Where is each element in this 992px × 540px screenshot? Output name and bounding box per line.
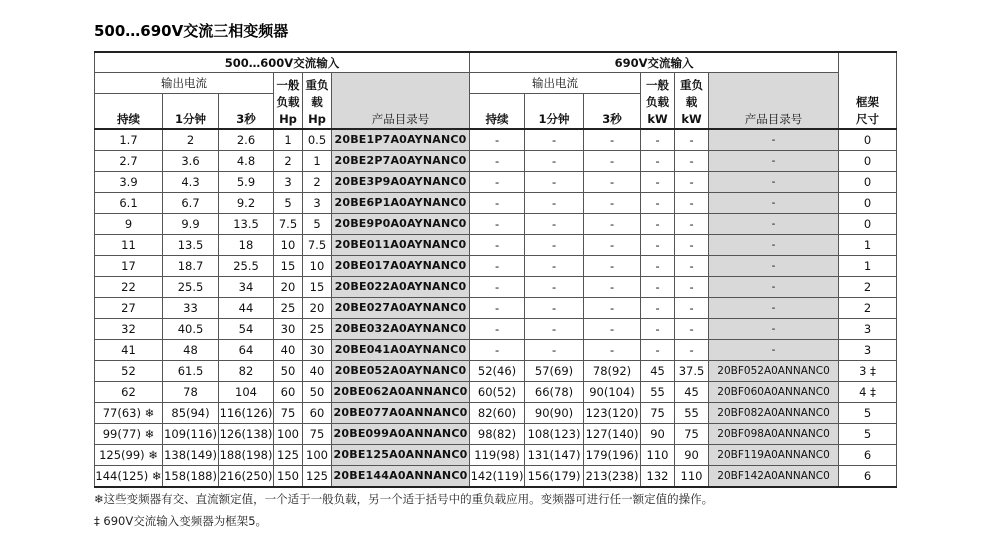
table-cell: 98(82) <box>470 424 525 445</box>
footnote-dual-rating: ❄这些变频器有交、直流额定值，一个适于一般负载，另一个适于括号中的重负载应用。变频器可进行任一额定值的操作。 <box>94 492 714 506</box>
table-cell: 25 <box>274 298 303 319</box>
table-cell: 150 <box>274 466 303 488</box>
table-cell: 13.5 <box>163 235 219 256</box>
table-cell: - <box>470 129 525 151</box>
table-row <box>95 129 897 151</box>
table-cell: 213(238) <box>584 466 641 488</box>
frame-size-cell: 0 <box>839 172 897 193</box>
table-cell: 40.5 <box>163 319 219 340</box>
table-cell: 110 <box>641 445 675 466</box>
table-cell: 125 <box>274 445 303 466</box>
catalog-number-600v: 20BE1P7A0AYNANC0 <box>332 129 470 151</box>
output-current-header-690: 输出电流 <box>470 73 641 94</box>
one-min-header-690: 1分钟 <box>525 94 584 130</box>
table-cell: 3 <box>303 193 332 214</box>
catalog-number-600v: 20BE027A0AYNANC0 <box>332 298 470 319</box>
catalog-number-600v: 20BE125A0ANNANC0 <box>332 445 470 466</box>
catalog-number-690v: - <box>709 172 839 193</box>
table-cell: - <box>675 193 709 214</box>
table-cell: 40 <box>274 340 303 361</box>
frame-size-cell: 1 <box>839 256 897 277</box>
table-cell: - <box>641 256 675 277</box>
group-header-500-600v: 500…600V交流输入 <box>95 52 470 73</box>
table-cell: - <box>675 319 709 340</box>
frame-size-header: 框架尺寸 <box>839 52 897 129</box>
table-cell: - <box>470 277 525 298</box>
catalog-number-690v: 20BF119A0ANNANC0 <box>709 445 839 466</box>
table-cell: - <box>470 319 525 340</box>
table-cell: 11 <box>95 235 163 256</box>
table-cell: 15 <box>303 277 332 298</box>
table-row <box>95 466 897 488</box>
table-row <box>95 214 897 235</box>
table-cell: - <box>675 340 709 361</box>
table-cell: 90 <box>675 445 709 466</box>
table-cell: 18.7 <box>163 256 219 277</box>
table-cell: - <box>470 298 525 319</box>
table-cell: 142(119) <box>470 466 525 488</box>
table-cell: - <box>584 277 641 298</box>
table-cell: 62 <box>95 382 163 403</box>
table-cell: - <box>470 151 525 172</box>
frame-size-cell: 0 <box>839 193 897 214</box>
table-cell: 7.5 <box>303 235 332 256</box>
table-cell: 90 <box>641 424 675 445</box>
frame-size-cell: 4 ‡ <box>839 382 897 403</box>
table-cell: - <box>675 298 709 319</box>
table-cell: 179(196) <box>584 445 641 466</box>
table-cell: 20 <box>303 298 332 319</box>
table-row <box>95 172 897 193</box>
table-cell: 20 <box>274 277 303 298</box>
catalog-number-600v: 20BE2P7A0AYNANC0 <box>332 151 470 172</box>
table-cell: - <box>675 172 709 193</box>
table-cell: 52 <box>95 361 163 382</box>
three-sec-header-690: 3秒 <box>584 94 641 130</box>
continuous-header-690: 持续 <box>470 94 525 130</box>
table-cell: 123(120) <box>584 403 641 424</box>
table-cell: 2 <box>303 172 332 193</box>
table-cell: 37.5 <box>675 361 709 382</box>
catalog-number-600v: 20BE077A0ANNANC0 <box>332 403 470 424</box>
table-cell: - <box>584 193 641 214</box>
catalog-number-690v: - <box>709 129 839 151</box>
table-cell: 156(179) <box>525 466 584 488</box>
catalog-number-690v: - <box>709 214 839 235</box>
table-cell: 15 <box>274 256 303 277</box>
table-row <box>95 403 897 424</box>
table-cell: - <box>675 235 709 256</box>
three-sec-header-600: 3秒 <box>219 94 274 130</box>
table-cell: 4.3 <box>163 172 219 193</box>
table-cell: - <box>470 340 525 361</box>
table-cell: - <box>525 319 584 340</box>
catalog-number-600v: 20BE144A0ANNANC0 <box>332 466 470 488</box>
table-cell: 2 <box>163 129 219 151</box>
table-cell: 100 <box>274 424 303 445</box>
table-cell: 9.2 <box>219 193 274 214</box>
table-cell: 60 <box>274 382 303 403</box>
frame-size-cell: 3 <box>839 319 897 340</box>
frame-size-cell: 2 <box>839 277 897 298</box>
table-cell: - <box>641 193 675 214</box>
table-cell: 57(69) <box>525 361 584 382</box>
table-cell: 100 <box>303 445 332 466</box>
table-cell: - <box>470 214 525 235</box>
footnote-frame5: ‡ 690V交流输入变频器为框架5。 <box>94 514 268 528</box>
frame-size-cell: 0 <box>839 214 897 235</box>
table-cell: 34 <box>219 277 274 298</box>
table-cell: 25.5 <box>163 277 219 298</box>
table-cell: 131(147) <box>525 445 584 466</box>
table-cell: 5 <box>274 193 303 214</box>
table-cell: - <box>525 193 584 214</box>
table-cell: 64 <box>219 340 274 361</box>
one-min-header-600: 1分钟 <box>163 94 219 130</box>
table-cell: - <box>641 129 675 151</box>
table-cell: 4.8 <box>219 151 274 172</box>
table-cell: - <box>525 172 584 193</box>
output-current-header-600: 输出电流 <box>95 73 274 94</box>
table-row <box>95 277 897 298</box>
table-row <box>95 340 897 361</box>
table-cell: - <box>584 151 641 172</box>
table-cell: 90(104) <box>584 382 641 403</box>
table-cell: - <box>470 256 525 277</box>
drive-spec-table <box>94 51 897 488</box>
table-cell: 9.9 <box>163 214 219 235</box>
catalog-number-600v: 20BE017A0AYNANC0 <box>332 256 470 277</box>
table-cell: - <box>525 298 584 319</box>
table-cell: 2 <box>274 151 303 172</box>
normal-duty-header-690: 一般负载 kW <box>641 73 675 130</box>
table-cell: - <box>584 298 641 319</box>
table-cell: 2.6 <box>219 129 274 151</box>
table-cell: 41 <box>95 340 163 361</box>
continuous-header-600: 持续 <box>95 94 163 130</box>
table-cell: - <box>641 235 675 256</box>
table-cell: 30 <box>303 340 332 361</box>
table-cell: 144(125) ❄ <box>95 466 163 488</box>
table-cell: 75 <box>274 403 303 424</box>
catalog-number-600v: 20BE062A0ANNANC0 <box>332 382 470 403</box>
table-cell: - <box>584 172 641 193</box>
table-cell: 78(92) <box>584 361 641 382</box>
group-header-690v: 690V交流输入 <box>470 52 839 73</box>
table-body <box>95 129 897 487</box>
table-cell: 85(94) <box>163 403 219 424</box>
table-cell: 55 <box>641 382 675 403</box>
table-cell: - <box>584 214 641 235</box>
table-cell: 45 <box>641 361 675 382</box>
catalog-number-600v: 20BE6P1A0AYNANC0 <box>332 193 470 214</box>
table-cell: - <box>470 235 525 256</box>
table-cell: - <box>641 298 675 319</box>
table-cell: 75 <box>303 424 332 445</box>
table-cell: - <box>641 319 675 340</box>
table-cell: 7.5 <box>274 214 303 235</box>
table-cell: - <box>470 172 525 193</box>
table-cell: 3 <box>274 172 303 193</box>
catalog-number-690v: 20BF082A0ANNANC0 <box>709 403 839 424</box>
catalog-number-690v: - <box>709 340 839 361</box>
catalog-number-690v: - <box>709 235 839 256</box>
table-cell: - <box>641 172 675 193</box>
table-cell: 188(198) <box>219 445 274 466</box>
catalog-number-600v: 20BE022A0AYNANC0 <box>332 277 470 298</box>
catalog-header-690: 产品目录号 <box>709 73 839 130</box>
table-cell: 25.5 <box>219 256 274 277</box>
catalog-number-690v: 20BF098A0ANNANC0 <box>709 424 839 445</box>
table-cell: 5.9 <box>219 172 274 193</box>
table-cell: 54 <box>219 319 274 340</box>
table-row <box>95 361 897 382</box>
table-cell: 109(116) <box>163 424 219 445</box>
table-cell: - <box>525 256 584 277</box>
table-cell: 30 <box>274 319 303 340</box>
table-row <box>95 319 897 340</box>
table-cell: 1.7 <box>95 129 163 151</box>
table-cell: 1 <box>303 151 332 172</box>
table-cell: 116(126) <box>219 403 274 424</box>
catalog-number-690v: - <box>709 256 839 277</box>
table-cell: 119(98) <box>470 445 525 466</box>
page-title: 500…690V交流三相变频器 <box>94 22 289 40</box>
frame-size-cell: 2 <box>839 298 897 319</box>
table-cell: 18 <box>219 235 274 256</box>
table-cell: - <box>641 277 675 298</box>
table-cell: 82 <box>219 361 274 382</box>
catalog-number-690v: 20BF060A0ANNANC0 <box>709 382 839 403</box>
table-cell: - <box>525 277 584 298</box>
table-row <box>95 193 897 214</box>
table-cell: 75 <box>675 424 709 445</box>
table-cell: - <box>675 256 709 277</box>
table-cell: 132 <box>641 466 675 488</box>
table-cell: 55 <box>675 403 709 424</box>
table-row <box>95 235 897 256</box>
frame-size-cell: 3 <box>839 340 897 361</box>
table-cell: - <box>525 151 584 172</box>
table-cell: - <box>584 319 641 340</box>
table-cell: 158(188) <box>163 466 219 488</box>
table-cell: - <box>525 214 584 235</box>
catalog-number-600v: 20BE052A0AYNANC0 <box>332 361 470 382</box>
table-cell: - <box>675 129 709 151</box>
table-cell: 10 <box>303 256 332 277</box>
table-cell: 82(60) <box>470 403 525 424</box>
frame-size-cell: 0 <box>839 129 897 151</box>
table-cell: - <box>470 193 525 214</box>
catalog-number-600v: 20BE099A0ANNANC0 <box>332 424 470 445</box>
table-cell: 50 <box>303 382 332 403</box>
table-row <box>95 445 897 466</box>
table-cell: 13.5 <box>219 214 274 235</box>
catalog-number-690v: 20BF142A0ANNANC0 <box>709 466 839 488</box>
table-cell: - <box>675 277 709 298</box>
table-cell: 126(138) <box>219 424 274 445</box>
table-cell: 40 <box>303 361 332 382</box>
table-cell: - <box>675 151 709 172</box>
catalog-number-690v: - <box>709 319 839 340</box>
table-cell: 22 <box>95 277 163 298</box>
table-cell: 9 <box>95 214 163 235</box>
table-cell: 6.7 <box>163 193 219 214</box>
catalog-number-600v: 20BE032A0AYNANC0 <box>332 319 470 340</box>
frame-size-cell: 0 <box>839 151 897 172</box>
table-cell: 17 <box>95 256 163 277</box>
table-cell: 0.5 <box>303 129 332 151</box>
table-cell: 52(46) <box>470 361 525 382</box>
table-cell: 66(78) <box>525 382 584 403</box>
catalog-number-600v: 20BE041A0AYNANC0 <box>332 340 470 361</box>
table-cell: 1 <box>274 129 303 151</box>
table-cell: 110 <box>675 466 709 488</box>
table-cell: 2.7 <box>95 151 163 172</box>
table-cell: 32 <box>95 319 163 340</box>
frame-size-cell: 6 <box>839 445 897 466</box>
table-cell: - <box>641 151 675 172</box>
table-cell: - <box>525 129 584 151</box>
table-cell: 10 <box>274 235 303 256</box>
table-cell: 75 <box>641 403 675 424</box>
heavy-duty-header-600: 重负载 Hp <box>303 73 332 130</box>
catalog-number-600v: 20BE3P9A0AYNANC0 <box>332 172 470 193</box>
catalog-number-690v: - <box>709 151 839 172</box>
table-cell: 125(99) ❄ <box>95 445 163 466</box>
heavy-duty-header-690: 重负载 kW <box>675 73 709 130</box>
table-cell: 99(77) ❄ <box>95 424 163 445</box>
table-cell: 5 <box>303 214 332 235</box>
table-cell: 3.9 <box>95 172 163 193</box>
frame-size-cell: 5 <box>839 424 897 445</box>
table-row <box>95 151 897 172</box>
table-cell: 33 <box>163 298 219 319</box>
table-cell: 127(140) <box>584 424 641 445</box>
table-cell: 44 <box>219 298 274 319</box>
table-cell: 6.1 <box>95 193 163 214</box>
table-row <box>95 298 897 319</box>
table-cell: - <box>584 235 641 256</box>
frame-size-cell: 3 ‡ <box>839 361 897 382</box>
table-cell: 216(250) <box>219 466 274 488</box>
table-cell: 45 <box>675 382 709 403</box>
catalog-number-690v: - <box>709 298 839 319</box>
table-row <box>95 256 897 277</box>
table-cell: - <box>525 340 584 361</box>
table-cell: - <box>584 129 641 151</box>
table-cell: - <box>675 214 709 235</box>
table-cell: 104 <box>219 382 274 403</box>
table-cell: 108(123) <box>525 424 584 445</box>
table-cell: - <box>584 256 641 277</box>
table-cell: 90(90) <box>525 403 584 424</box>
catalog-number-690v: - <box>709 277 839 298</box>
table-cell: 48 <box>163 340 219 361</box>
table-cell: 77(63) ❄ <box>95 403 163 424</box>
frame-size-cell: 5 <box>839 403 897 424</box>
table-cell: 3.6 <box>163 151 219 172</box>
table-cell: - <box>584 340 641 361</box>
frame-size-cell: 1 <box>839 235 897 256</box>
table-cell: 25 <box>303 319 332 340</box>
table-cell: 78 <box>163 382 219 403</box>
table-cell: - <box>525 235 584 256</box>
table-cell: - <box>641 214 675 235</box>
catalog-header-600: 产品目录号 <box>332 73 470 130</box>
table-cell: - <box>641 340 675 361</box>
table-cell: 60 <box>303 403 332 424</box>
table-cell: 61.5 <box>163 361 219 382</box>
table-row <box>95 382 897 403</box>
normal-duty-header-600: 一般负载 Hp <box>274 73 303 130</box>
table-cell: 60(52) <box>470 382 525 403</box>
table-cell: 27 <box>95 298 163 319</box>
catalog-number-690v: 20BF052A0ANNANC0 <box>709 361 839 382</box>
frame-size-cell: 6 <box>839 466 897 488</box>
catalog-number-690v: - <box>709 193 839 214</box>
catalog-number-600v: 20BE011A0AYNANC0 <box>332 235 470 256</box>
table-cell: 50 <box>274 361 303 382</box>
table-row <box>95 424 897 445</box>
table-cell: 138(149) <box>163 445 219 466</box>
catalog-number-600v: 20BE9P0A0AYNANC0 <box>332 214 470 235</box>
table-cell: 125 <box>303 466 332 488</box>
